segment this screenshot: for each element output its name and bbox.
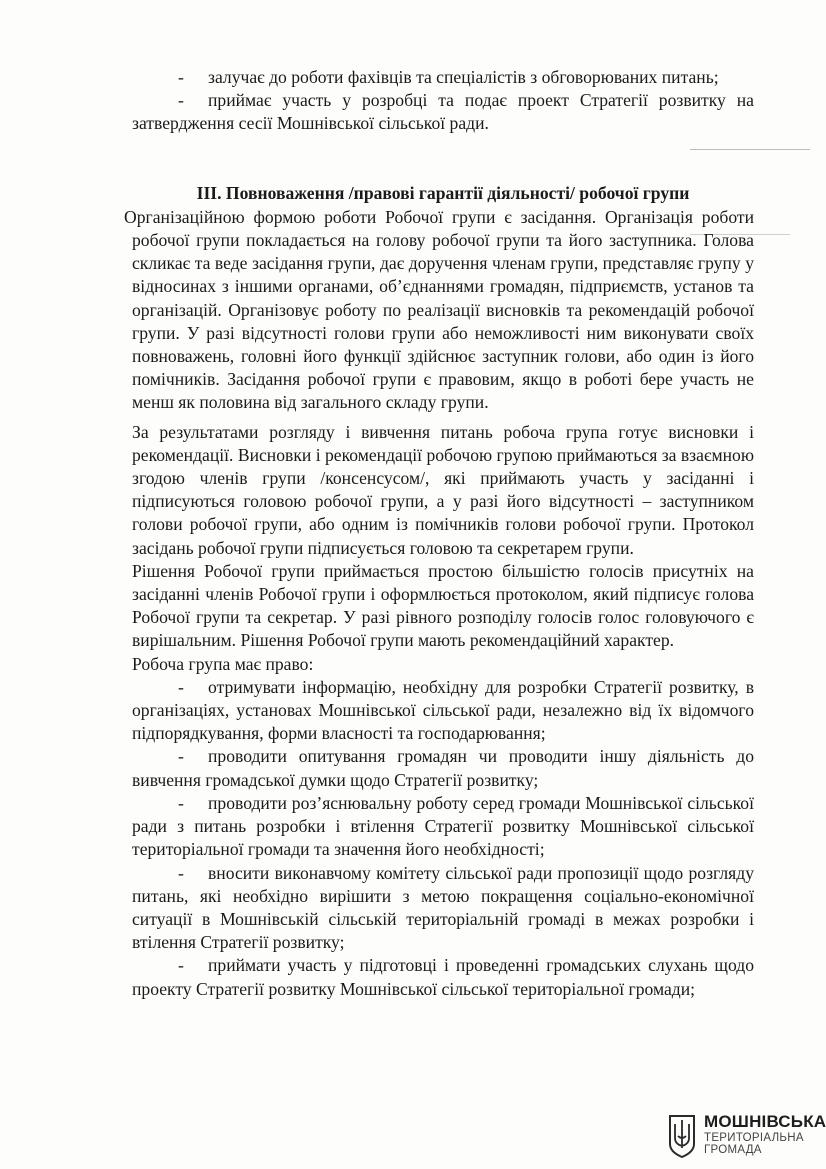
bullet-dash: - — [178, 955, 184, 976]
logo-subtitle — [704, 1132, 804, 1156]
section-heading: ІІІ. Повноваження /правові гарантії діяльності/ робочої групи — [196, 182, 690, 203]
trident-emblem-icon — [668, 1114, 696, 1158]
list-item — [132, 862, 754, 955]
list-item — [132, 745, 754, 791]
document-body — [124, 66, 754, 1001]
bullet-dash: - — [178, 792, 184, 813]
paragraph-text: За результатами розгляду і вивчення питань робоча група готує висновки і рекомендації. Висновки і рекомендації робочою групою приймаються за взаємною згодою членів групи /консенсусом/, які приймають участь у засіданні і підписуються головою робочої групи, а у разі його відсутності – заступником голови робочої групи, або одним із помічників голови робочої групи. Протокол засідань робочої групи підписується головою та секретарем групи. — [132, 421, 754, 558]
bullet-dash: - — [178, 676, 184, 697]
paragraph — [124, 206, 754, 415]
paragraph-text: Рішення Робочої групи приймається простою більшістю голосів присутніх на засіданні членів Робочої групи і оформлюється протоколом, який підписує голова Робочої групи та секретар. У разі рівного розподілу голосів голос головуючого є вирішальним. Рішення Робочої групи мають рекомендаційний характер. — [132, 560, 754, 651]
list-item — [132, 89, 754, 135]
paragraph — [132, 421, 754, 560]
bullet-dash: - — [178, 90, 184, 111]
logo-name: МОШНІВСЬКА — [704, 1112, 826, 1131]
bullet-dash: - — [178, 862, 184, 883]
list-item — [132, 676, 754, 746]
community-logo — [668, 1110, 826, 1162]
list-item — [132, 954, 754, 1000]
paragraph — [132, 560, 754, 653]
list-item-text: проводити опитування громадян чи проводити іншу діяльність до вивчення громадської думки щодо Стратегії розвитку; — [132, 746, 754, 790]
list-item — [132, 792, 754, 862]
list-item-text: вносити виконавчому комітету сільської ради пропозиції щодо розгляду питань, які необхідно вирішити з метою покращення соціально-економічної ситуації в Мошнівській сільській територіальній громаді в межах розробки і втілення Стратегії розвитку; — [132, 862, 754, 953]
list-item-text: приймає участь у розробці та подає проект Стратегії розвитку на затвердження сесії Мошнівської сільської ради. — [132, 90, 754, 134]
list-item-text: приймати участь у підготовці і проведенні громадських слухань щодо проекту Стратегії розвитку Мошнівської сільської територіальної громади; — [132, 955, 754, 999]
list-item-text: проводити роз’яснювальну роботу серед громади Мошнівської сільської ради з питань розробки і втілення Стратегії розвитку Мошнівської сільської територіальної громади та значення його необхідності; — [132, 792, 754, 860]
list-item — [132, 66, 754, 89]
logo-subtitle-line: ТЕРИТОРІАЛЬНА — [704, 1132, 804, 1144]
logo-subtitle-line: ГРОМАДА — [704, 1144, 762, 1156]
list-item-text: залучає до роботи фахівців та спеціалістів з обговорюваних питань; — [208, 67, 719, 87]
rights-intro: Робоча група має право: — [132, 653, 314, 674]
bullet-dash: - — [178, 67, 184, 87]
paragraph-text: Організаційною формою роботи Робочої групи є засідання. Організація роботи робочої групи покладається на голову робочої групи та його заступника. Голова скликає та веде засідання групи, дає доручення членам групи, представляє групу у відносинах з іншими органами, об’єднаннями громадян, підприємств, установ та організацій. Організовує роботу по реалізації висновків та рекомендацій робочої групи. У разі відсутності голови групи або неможливості ним виконувати своїх повноважень, головні його функції здійснює заступник голови, або один із його помічників. Засідання робочої групи є правовим, якщо в роботі бере участь не менш як половина від загального складу групи. — [124, 206, 754, 413]
list-item-text: отримувати інформацію, необхідну для розробки Стратегії розвитку, в організаціях, установах Мошнівської сільської ради, незалежно від їх відомчого підпорядкування, форми власності та господарювання; — [132, 676, 754, 744]
bullet-dash: - — [178, 746, 184, 767]
